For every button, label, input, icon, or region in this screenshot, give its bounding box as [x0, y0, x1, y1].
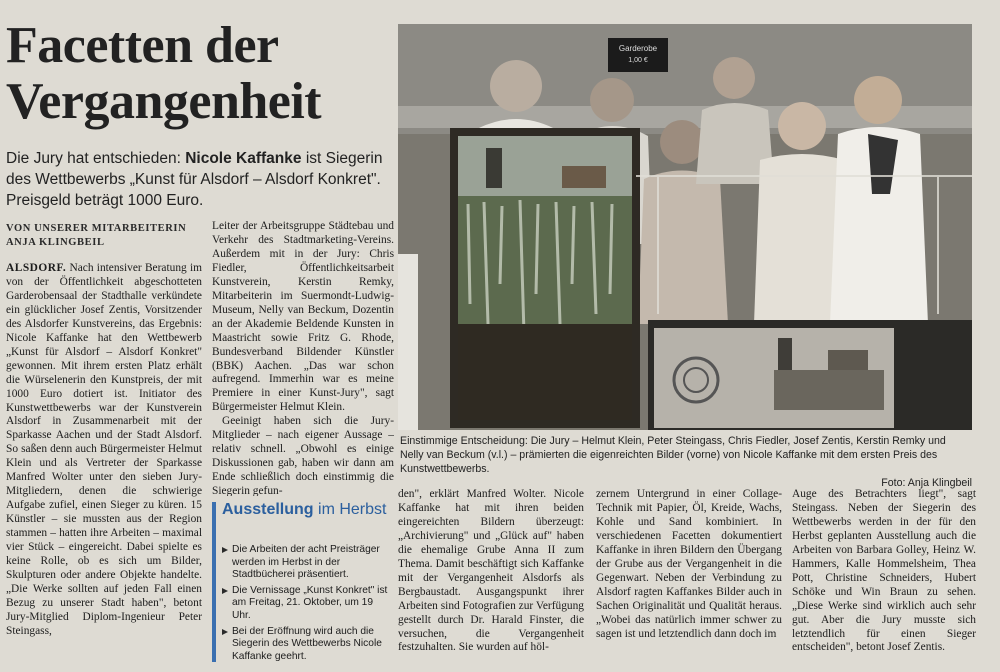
- subhead-text-end: ist Siegerin des Wettbewerbs „Kunst für Alsdorf – Alsdorf Konkret". Preisgeld beträgt 1000 Euro.: [6, 150, 383, 209]
- byline-role: VON UNSERER MITARBEITERIN: [6, 223, 187, 234]
- article-column-2: [212, 220, 394, 496]
- subhead-winner-name: Nicole Kaffanke: [185, 150, 302, 167]
- article-column-5: [792, 488, 976, 668]
- subhead-text: Die Jury hat entschieden:: [6, 150, 186, 167]
- column-2-paragraph-2: Geeinigt haben sich die Jury-Mitglieder – nach eigener Aussage – relativ schnell. „Obwohl es einige Diskussionen gab, haben wir dann am Ende schließlich doch einstimmig die Siegerin gefun-: [212, 415, 394, 496]
- headline-line-1: Facetten der: [6, 17, 279, 74]
- garderobe-sign-text: Garderobe: [618, 44, 658, 53]
- photo-credit: Foto: Anja Klingbeil: [881, 477, 972, 489]
- jury-photo: [398, 24, 972, 430]
- column-3-text: den", erklärt Manfred Wolter. Nicole Kaffanke hat mit ihren beiden eingereichten Bildern überzeugt: „Archivierung" und „Glück auf" haben die ehemalige Grube Anna II zum Thema. Damit beschäftigt sich Kaffanke mit der Vergangenheit Alsdorfs als Bergbaustadt. Ausgangspunkt ihrer Arbeiten sind Fotografien zur Verfügung gestellt durch Dr. Harald Finster, die versuchen, die Vergangenheit festzuhalten. Sie wurden auf höl-: [398, 488, 584, 654]
- info-box-rule: [212, 502, 216, 662]
- column-4-text: zernem Untergrund in einer Collage-Technik mit Papier, Öl, Kreide, Wachs, Kohle und Sand kombiniert. In verschiedenen Facetten dokumentiert Kaffanke in ihren Bildern den Übergang der Grube aus der Vergangenheit in die Gegenwart. Neben der Verbindung zu Alsdorf ragten Kaffankes Bilder auch in Sachen Originalität und Qualität heraus. „Wobei das natürlich immer schwer zu sagen ist und letztendlich dann doch im: [596, 488, 782, 640]
- column-2-paragraph-1: Leiter der Arbeitsgruppe Städtebau und Verkehr des Stadtmarketing-Vereins. Außerdem mit in der Jury: Chris Fiedler, Öffentlichkeitsarbeit Kunstverein, Kerstin Remky, Mitarbeiterin im Suermondt-Ludwig-Museum, Nelly van Beckum, Dozentin an der Akademie Beldende Kunsten in Maastricht sowie Fritz G. Rhode, Bundesverband Bildender Künstler (BBK) Aachen. „Das war schon aufregend. Immerhin war es meine Premiere in einer Kunst-Jury", sagt Bürgermeister Helmut Klein.: [212, 220, 394, 414]
- headline: [6, 18, 386, 130]
- info-box-title-bold: Ausstellung: [222, 501, 314, 518]
- info-box-title: [222, 500, 392, 520]
- article-column-3: [398, 488, 584, 668]
- column-5-text: Auge des Betrachters liegt", sagt Steingass. Neben der Siegerin des Wettbewerbs werden in der für den Herbst geplanten Ausstellung auch die Arbeiten von Barbara Golley, Heinz W. Hammers, Kalle Hommelsheim, Thea Pott, Christine Schneiders, Hubert Schöke und Win Braun zu sehen. „Diese Werke sind wirklich auch sehr gut. Aber die Jury musste sich letztendlich für einen Sieger entscheiden", betont Josef Zentis.: [792, 488, 976, 654]
- article-column-4: [596, 488, 782, 668]
- photo-illustration: [398, 24, 972, 430]
- info-box-item: Die Arbeiten der acht Preisträger werden im Herbst in der Stadtbücherei präsentiert.: [222, 544, 394, 582]
- subheadline: [6, 148, 396, 211]
- column-1-text: Nach intensiver Beratung im von der Öffentlichkeit abgeschotteten Garderobensaal der Stadthalle verkündete ein glücklicher Josef Zentis, Vorsitzender des Alsdorfer Kunstvereins, das Ergebnis: Nicole Kaffanke hat den Wettbewerb „Kunst für Alsdorf – Alsdorf Konkret" gewonnen. Mit ihrem ersten Platz erhält die Würselenerin den Kunstpreis, der mit 1000 Euro dotiert ist. Initiator des Kunstwettbewerbs war der Kunstverein Alsdorf in Zusammenarbeit mit der Sparkasse Aachen und der Stadt Alsdorf. So saßen denn auch Bürgermeister Helmut Klein und als Vertreter der Sparkasse Manfred Wolter unter den sieben Jury-Mitgliedern, denen die schwierige Aufgabe zufiel, einen Sieger zu küren. 15 Künstler – sie mussten aus der Region stammen – hatten ihre Arbeiten – maximal vier Stück – eingereicht. Dabei spielte es keine Rolle, ob es sich um Bilder, Skulpturen oder andere Objekte handelte. „Die Werke sollten auf jeden Fall einen Bezug zu unserer Stadt haben", betont Jury-Mitglied Diplom-Ingenieur Peter Steingass,: [6, 262, 202, 637]
- info-box-title-rest: im Herbst: [313, 501, 387, 518]
- headline-line-2: Vergangenheit: [6, 73, 322, 130]
- info-box-item: Bei der Eröffnung wird auch die Siegerin des Wettbewerbs Nicole Kaffanke geehrt.: [222, 626, 394, 664]
- info-box-list: [222, 544, 394, 666]
- garderobe-sign-price: 1,00 €: [628, 57, 648, 64]
- byline: [6, 222, 216, 250]
- article-column-1: [6, 262, 202, 668]
- byline-author: ANJA KLINGBEIL: [6, 237, 105, 248]
- info-box-item: Die Vernissage „Kunst Konkret" ist am Freitag, 21. Oktober, um 19 Uhr.: [222, 585, 394, 623]
- caption-text: Einstimmige Entscheidung: Die Jury – Helmut Klein, Peter Steingass, Chris Fiedler, Josef Zentis, Kerstin Remky und Nelly van Beckum (v.l.) – prämierten die eigenreichten Bilder (vorne) von Nicole Kaffanke mit dem ersten Preis des Kunstwettbewerbs.: [400, 435, 946, 475]
- dateline: ALSDORF.: [6, 262, 67, 274]
- photo-caption: [400, 434, 972, 490]
- info-box: [212, 500, 392, 666]
